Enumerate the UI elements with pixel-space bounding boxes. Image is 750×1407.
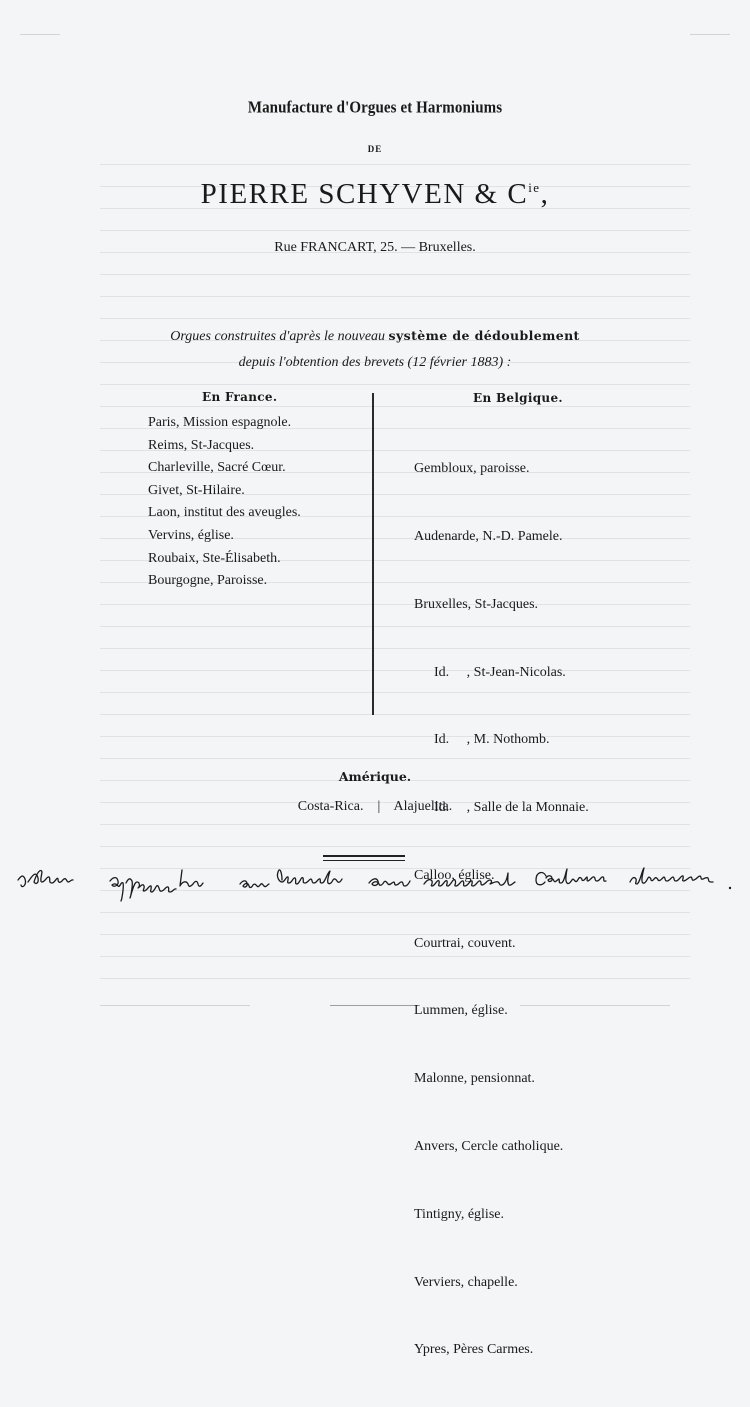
list-item: Id. , St-Jean-Nicolas. — [434, 664, 566, 680]
france-list — [148, 412, 301, 593]
address — [0, 240, 750, 256]
scan-mark — [690, 34, 730, 35]
list-item: Verviers, chapelle. — [414, 1274, 518, 1290]
belgique-heading: En Belgique. — [473, 391, 563, 405]
address-city: — Bruxelles. — [401, 240, 476, 255]
de-label: DE — [367, 144, 383, 154]
list-item: Audenarde, N.-D. Pamele. — [414, 528, 563, 544]
list-item: Vervins, église. — [148, 527, 234, 543]
list-item: Paris, Mission espagnole. — [148, 415, 292, 430]
amerique-row — [0, 799, 750, 815]
intro-text — [0, 323, 750, 376]
firm-name-main: PIERRE SCHYVEN & C — [200, 178, 529, 210]
list-item: Roubaix, Ste-Élisabeth. — [148, 550, 281, 566]
divider-rule — [323, 860, 405, 861]
list-item: Malonne, pensionnat. — [414, 1071, 535, 1087]
list-item: Id. , Salle de la Monnaie. — [434, 800, 589, 816]
intro-line-2: depuis l'obtention des brevets (12 février 1883) : — [238, 355, 512, 370]
intro-line-1-bold: système de dédoublement — [388, 328, 580, 343]
list-item: Lummen, église. — [414, 1003, 508, 1019]
belgique-list — [414, 413, 589, 1407]
intro-line-1-text: Orgues construites d'après le nouveau — [170, 329, 386, 344]
handwritten-note-drawing — [14, 862, 736, 902]
list-item: Anvers, Cercle catholique. — [414, 1139, 564, 1154]
firm-name-sup: ie — [528, 180, 541, 195]
france-heading: En France. — [202, 390, 278, 404]
handwritten-note — [14, 862, 736, 902]
list-item: Givet, St-Hilaire. — [148, 482, 245, 498]
list-item: Ypres, Pères Carmes. — [414, 1342, 534, 1358]
column-divider — [372, 393, 374, 715]
scan-mark — [330, 1005, 420, 1006]
amerique-heading: Amérique. — [338, 769, 412, 784]
list-item: Charleville, Sacré Cœur. — [148, 460, 286, 476]
list-item: Laon, institut des aveugles. — [148, 505, 301, 521]
intro-line-1 — [0, 323, 750, 350]
address-street: Rue FRANCART, 25. — [274, 240, 398, 255]
list-item: Bruxelles, St-Jacques. — [414, 596, 539, 612]
firm-name — [0, 178, 750, 211]
list-item: Reims, St-Jacques. — [148, 437, 255, 453]
divider-rule — [323, 855, 405, 857]
list-item: Courtrai, couvent. — [414, 935, 516, 951]
manufacture-heading: Manufacture d'Orgues et Harmoniums — [247, 98, 503, 118]
scan-mark — [20, 34, 60, 35]
scan-mark — [100, 1005, 250, 1006]
amerique-city: Alajuelita. — [393, 799, 453, 814]
list-item: Id. , M. Nothomb. — [434, 732, 550, 748]
firm-name-comma: , — [540, 178, 550, 210]
amerique-separator: | — [377, 799, 381, 814]
list-item: Calloo, église. — [414, 867, 495, 883]
amerique-place: Costa-Rica. — [297, 799, 364, 814]
list-item: Tintigny, église. — [414, 1206, 504, 1222]
list-item: Bourgogne, Paroisse. — [148, 573, 268, 589]
list-item: Gembloux, paroisse. — [414, 461, 530, 477]
